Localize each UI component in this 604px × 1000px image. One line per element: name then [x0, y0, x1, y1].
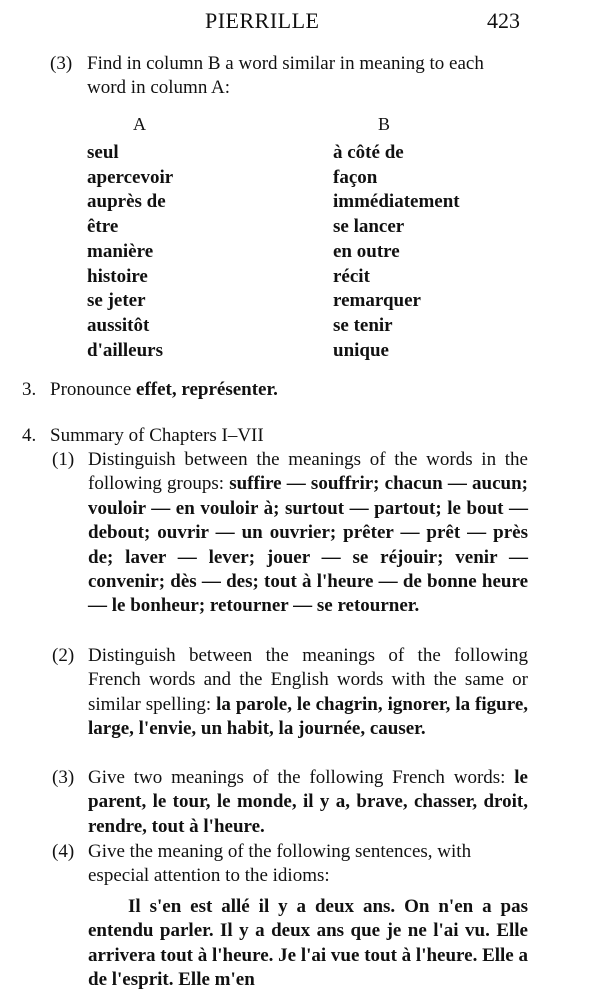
sub-4-intro: Give the meaning of the following sentences, with especial attention to the idioms:: [88, 841, 472, 887]
sub-4-number: (4): [52, 841, 75, 862]
sub-1-paragraph: [88, 448, 528, 619]
sub-2-number: (2): [52, 645, 75, 666]
column-b-word: unique: [333, 339, 389, 361]
column-b-word: façon: [333, 166, 378, 188]
item-3-number: 3.: [22, 379, 37, 400]
item-4-title: Summary of Chapters I–VII: [50, 425, 264, 446]
column-a-word: auprès de: [87, 191, 166, 213]
column-a-word: d'ailleurs: [87, 339, 164, 361]
column-b-word: se tenir: [333, 314, 393, 336]
column-b-word: immédiatement: [333, 191, 460, 213]
sub-4-sentences: Il s'en est allé il y a deux ans. On n'en a pas entendu parler. Il y a deux ans que je ne l'ai vu. Elle arrivera tout à l'heure. Je l'ai vue tout à l'heure. Elle a de l'esprit. Elle m'en: [88, 896, 528, 991]
sub-2-intro: Distinguish between the meanings of the following French words and the English words with the same or similar spelling:: [88, 645, 528, 715]
column-a-word: se jeter: [87, 290, 146, 312]
sub-3-words: le parent, le tour, le monde, il y a, brave, chasser, droit, rendre, tout à l'heure.: [88, 767, 528, 837]
sub-2-words: la parole, le chagrin, ignorer, la figure, large, l'envie, un habit, la journée, causer.: [88, 693, 529, 740]
column-b-word: remarquer: [333, 290, 421, 312]
sub-3-paragraph: [88, 766, 528, 839]
sub-1-number: (1): [52, 449, 75, 470]
sub-3-intro: Give two meanings of the following French words:: [88, 767, 506, 788]
item-3-text: Pronounce: [50, 379, 132, 400]
column-a-heading: A: [133, 114, 146, 134]
exercise-3-number: (3): [50, 53, 73, 74]
exercise-3-instructions: Find in column B a word similar in meaning to each word in column A:: [87, 53, 484, 99]
sub-3-number: (3): [52, 767, 75, 788]
column-a-list: [87, 141, 173, 363]
column-a-word: manière: [87, 240, 154, 262]
column-b-word: en outre: [333, 240, 400, 262]
running-header: [0, 8, 604, 38]
sub-1-intro: Distinguish between the meanings of the words in the following groups:: [88, 449, 528, 495]
column-b-list: [333, 141, 460, 363]
item-3-line: [50, 378, 278, 402]
sub-1-word-groups: suffire — souffrir; chacun — aucun; vouloir — en vouloir à; surtout — partout; le bout — debout; ouvrir — un ouvrier; prêter — prêt — près de; laver — lever; jouer — se réjouir; venir — convenir; dès — des; tout à l'heure — de bonne heure — le bonheur; retourner — se retourner.: [88, 473, 528, 617]
sub-2-paragraph: [88, 644, 528, 742]
item-3-words: effet, représenter.: [136, 379, 278, 400]
column-b-heading: B: [378, 114, 391, 134]
column-a-word: seul: [87, 142, 119, 163]
column-a-word: être: [87, 216, 119, 238]
column-a-word: apercevoir: [87, 166, 174, 188]
column-b-word: récit: [333, 265, 370, 287]
column-b-word: se lancer: [333, 216, 405, 238]
column-b-word: à côté de: [333, 142, 404, 163]
column-a-word: aussitôt: [87, 314, 150, 336]
page-number: 423: [487, 8, 520, 33]
item-4-number: 4.: [22, 425, 37, 446]
header-title: PIERRILLE: [205, 8, 320, 33]
column-a-word: histoire: [87, 265, 148, 287]
